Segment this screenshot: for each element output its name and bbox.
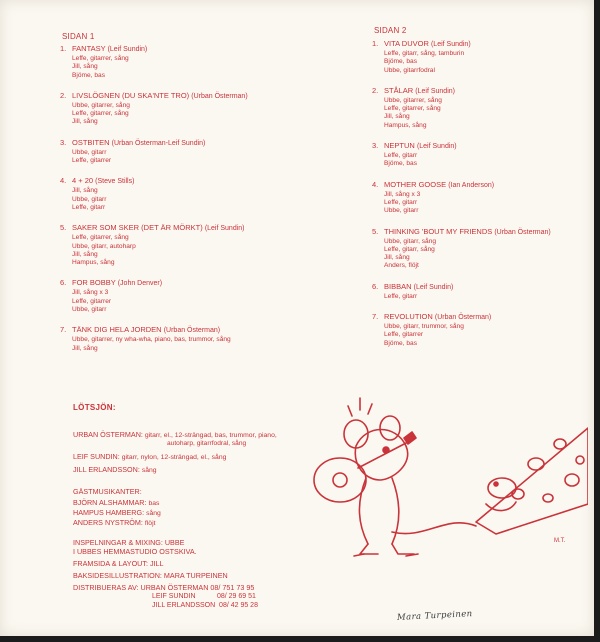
distributor-phone: 08/ 751 73 95 xyxy=(210,582,255,592)
guest-row xyxy=(73,518,277,528)
track-writer: (Urban Österman) xyxy=(494,228,551,236)
member-name: URBAN ÖSTERMAN: xyxy=(73,430,143,439)
track-performer: Leffe, gitarr xyxy=(72,203,106,211)
track-writer: (Steve Stills) xyxy=(95,178,135,186)
track-title: VITA DUVOR xyxy=(384,39,429,48)
track-title-line xyxy=(60,278,310,289)
track-title: STÅLAR xyxy=(384,85,414,95)
track-title-line xyxy=(60,223,310,234)
track-performer: Leffe, gitarr, sång, tamburin xyxy=(384,50,465,57)
track-number: 7. xyxy=(60,325,67,335)
guest-role: flöjt xyxy=(144,519,156,527)
track xyxy=(60,44,310,80)
track-performer: Ubbe, gitarr, trummor, sång xyxy=(384,323,464,331)
distribution-row xyxy=(73,592,277,601)
guest-role: sång xyxy=(146,509,161,517)
track-title: LIVSLÖGNEN (DU SKA'NTE TRO) xyxy=(72,90,190,100)
track xyxy=(60,176,310,212)
track-performer: Ubbe, gitarr xyxy=(72,195,107,203)
side-1-heading: SIDAN 1 xyxy=(62,32,95,41)
track-performer: Leffe, gitarrer, sång xyxy=(72,55,129,62)
track-performer: Ubbe, gitarrer, ny wha-wha, piano, bas, trummor, sång xyxy=(72,336,231,344)
track-performer: Leffe, gitarrer xyxy=(384,331,424,339)
track-performer: Leffe, gitarr xyxy=(384,152,418,160)
track-title-line xyxy=(372,39,600,50)
track-performer: Ubbe, gitarr xyxy=(384,207,419,215)
track-number: 2. xyxy=(372,85,379,95)
track-writer: (Urban Österman-Leif Sundin) xyxy=(111,139,206,147)
track-title-line xyxy=(60,138,310,149)
track-title-line xyxy=(372,141,600,152)
track-number: 5. xyxy=(372,226,379,236)
member-row xyxy=(73,430,277,440)
member-name: JILL ERLANDSSON: xyxy=(73,464,140,474)
distributor-name: JILL ERLANDSSON xyxy=(152,601,216,609)
track-number: 4. xyxy=(60,176,67,186)
mouse-and-cheese-illustration xyxy=(296,394,588,564)
track xyxy=(372,312,600,348)
track-writer: (Leif Sundin) xyxy=(416,143,457,151)
track-performer: Leffe, gitarrer, sång xyxy=(72,110,129,118)
track-performer: Ubbe, gitarrfodral xyxy=(384,66,435,74)
track xyxy=(372,86,600,130)
track-performer: Leffe, gitarrer xyxy=(72,297,112,305)
track xyxy=(372,227,600,271)
recording-credit: INSPELNINGAR & MIXING: UBBE xyxy=(73,537,185,547)
track-title-line xyxy=(372,282,600,293)
track-title: TÄNK DIG HELA JORDEN xyxy=(72,325,162,335)
distribution-label: DISTRIBUERAS AV: xyxy=(73,582,139,592)
track xyxy=(60,138,310,166)
track-writer: (John Denver) xyxy=(117,280,163,288)
track-title: OSTBITEN xyxy=(72,137,110,147)
track-number: 1. xyxy=(60,44,67,53)
track-number: 6. xyxy=(372,281,379,291)
track-title-line xyxy=(60,325,310,336)
track-number: 4. xyxy=(372,179,379,189)
track-number: 7. xyxy=(372,312,379,322)
side-2-tracklist xyxy=(372,39,600,359)
track-performer: Ubbe, gitarrer, sång xyxy=(72,101,130,109)
track-performer: Leffe, gitarr xyxy=(384,198,418,206)
track-performer: Bjöme, bas xyxy=(384,58,417,66)
member-row xyxy=(73,452,277,462)
track-performer: Ubbe, gitarrer, sång xyxy=(384,96,442,104)
track-title: 4 + 20 xyxy=(72,176,94,186)
track-writer: (Leif Sundin) xyxy=(430,41,471,48)
track-performer: Leffe, gitarrer, sång xyxy=(72,234,129,242)
track-performer: Jill, sång xyxy=(72,118,98,126)
track xyxy=(372,39,600,75)
distribution-row xyxy=(73,601,277,610)
member-role: gitarr, el., 12-strängad, bas, trummor, piano, xyxy=(144,432,277,439)
track-performer: Leffe, gitarrer xyxy=(72,157,112,165)
track-performer: Bjöme, bas xyxy=(384,339,417,347)
track xyxy=(372,282,600,301)
track-performer: Ubbe, gitarr xyxy=(72,148,107,156)
illustrator-signature: Mara Turpeinen xyxy=(396,609,473,623)
track xyxy=(60,325,310,353)
guest-name: BJÖRN ALSHAMMAR: xyxy=(73,497,147,507)
track-performer: Leffe, gitarr, sång xyxy=(384,245,435,253)
track-number: 5. xyxy=(60,223,67,233)
track-performer: Leffe, gitarr xyxy=(384,292,418,300)
track-performer: Bjöme, bas xyxy=(384,160,417,168)
track-title: MOTHER GOOSE xyxy=(384,179,447,189)
track-performer: Hampus, sång xyxy=(72,259,115,267)
track-performer: Anders, flöjt xyxy=(384,262,419,270)
guest-heading: GÄSTMUSIKANTER: xyxy=(73,486,142,496)
track-writer: (Urban Österman) xyxy=(434,314,492,322)
member-name: LEIF SUNDIN: xyxy=(73,451,120,461)
guest-name: HAMPUS HAMBERG: xyxy=(73,507,145,517)
track-performer: Ubbe, gitarr, sång xyxy=(384,237,437,245)
track-writer: (Leif Sundin) xyxy=(107,46,148,53)
track-performer: Jill, sång xyxy=(384,254,410,262)
track-performer: Jill, sång xyxy=(72,344,98,352)
track-title-line xyxy=(60,91,310,102)
track-number: 6. xyxy=(60,278,67,288)
side-1-tracklist xyxy=(60,44,310,364)
track-performer: Ubbe, gitarr, autoharp xyxy=(72,242,136,250)
member-row xyxy=(73,465,277,475)
guest-role: bas xyxy=(148,499,160,507)
track-title-line xyxy=(372,312,600,323)
track-performer: Jill, sång x 3 xyxy=(72,289,109,297)
track-performer: Jill, sång x 3 xyxy=(384,190,421,198)
side-2-heading: SIDAN 2 xyxy=(374,26,407,35)
track-title: BIBBAN xyxy=(384,281,412,291)
track xyxy=(60,278,310,314)
track-title-line xyxy=(60,176,310,187)
cover-credit: FRAMSIDA & LAYOUT: JILL xyxy=(73,558,164,568)
track-writer: (Leif Sundin) xyxy=(204,225,245,233)
track-writer: (Leif Sundin) xyxy=(415,87,455,95)
distribution-row xyxy=(73,583,277,592)
distributor-phone: 08/ 29 69 51 xyxy=(216,592,256,600)
scan-edge xyxy=(0,636,600,642)
track-performer: Leffe, gitarrer, sång xyxy=(384,105,441,113)
track xyxy=(372,180,600,216)
credits-block xyxy=(73,403,277,610)
track-number: 3. xyxy=(60,137,67,147)
member-role: gitarr, nylon, 12-strängad, el., sång xyxy=(121,453,227,461)
track-title: THINKING 'BOUT MY FRIENDS xyxy=(384,226,493,236)
track xyxy=(60,223,310,267)
track-writer: (Urban Österman) xyxy=(191,92,248,100)
track-title-line xyxy=(372,227,600,238)
track-performer: Jill, sång xyxy=(72,187,98,195)
track-performer: Jill, sång xyxy=(72,250,98,258)
distributor-name: LEIF SUNDIN xyxy=(152,592,196,600)
member-role-continued: autoharp, gitarrfodral, sång xyxy=(167,440,247,447)
track-performer: Jill, sång xyxy=(384,113,410,121)
track-performer: Bjöme, bas xyxy=(72,71,105,79)
track-title-line xyxy=(60,44,310,55)
track-number: 3. xyxy=(372,141,379,151)
distributor-phone: 08/ 42 95 28 xyxy=(219,601,258,609)
track-performer: Ubbe, gitarr xyxy=(72,306,107,314)
member-role: sång xyxy=(141,466,157,474)
guest-row xyxy=(73,508,277,518)
track-writer: (Urban Österman) xyxy=(163,327,221,335)
track-title: NEPTUN xyxy=(384,141,415,151)
track-title: SAKER SOM SKER (DET ÄR MÖRKT) xyxy=(72,223,203,233)
distributor-name: URBAN ÖSTERMAN xyxy=(140,582,209,592)
track-number: 1. xyxy=(372,39,379,48)
guest-row xyxy=(73,498,277,508)
recording-credit-continued: I UBBES HEMMASTUDIO OSTSKIVA. xyxy=(73,546,197,556)
illustration-credit: BAKSIDESILLUSTRATION: MARA TURPEINEN xyxy=(73,570,228,580)
track-number: 2. xyxy=(60,90,67,100)
scan-edge xyxy=(594,0,600,642)
track-title: REVOLUTION xyxy=(384,312,433,322)
illustration-tag: M.T. xyxy=(554,538,566,544)
track-title-line xyxy=(372,86,600,97)
track-title: FANTASY xyxy=(72,44,106,53)
band-heading: LÖTSJÖN: xyxy=(73,403,116,412)
track-title-line xyxy=(372,180,600,191)
track-performer: Hampus, sång xyxy=(384,121,427,129)
track-title: FOR BOBBY xyxy=(72,278,116,288)
track-performer: Jill, sång xyxy=(72,63,98,71)
track xyxy=(60,91,310,127)
track-writer: (Leif Sundin) xyxy=(413,283,454,291)
guest-name: ANDERS NYSTRÖM: xyxy=(73,517,143,527)
track-writer: (Ian Anderson) xyxy=(448,181,495,189)
track xyxy=(372,141,600,169)
